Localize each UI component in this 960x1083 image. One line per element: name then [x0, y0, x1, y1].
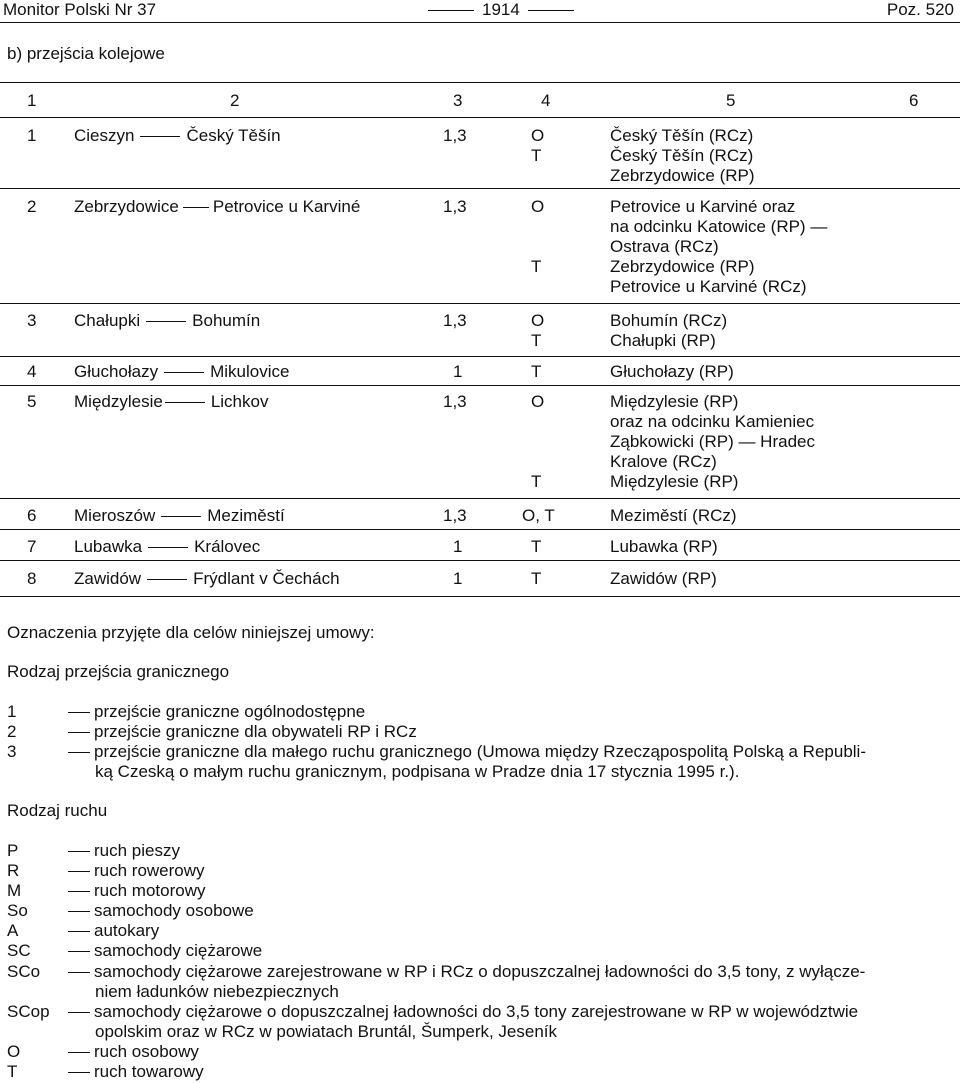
cell-line: T	[531, 569, 542, 588]
legend-description	[68, 962, 865, 982]
row-rule	[0, 303, 960, 304]
table-bottom-rule	[0, 596, 960, 597]
cell-line: Český Těšín (RCz)	[610, 146, 754, 165]
dash	[68, 871, 90, 872]
column-number: 4	[541, 91, 551, 110]
legend-code: M	[7, 881, 22, 900]
legend-text: samochody ciężarowe o dopuszczalnej ładowności do 3,5 tony zarejestrowane w RP w województwie	[94, 1002, 859, 1021]
cell-line: Český Těšín (RCz)	[610, 126, 754, 145]
dash	[68, 931, 90, 932]
cell-line: Międzylesie (RP)	[610, 392, 739, 411]
publication-title: Monitor Polski Nr 37	[3, 0, 157, 19]
cell-line: Zebrzydowice (RP)	[610, 166, 755, 185]
cell-line: T	[531, 146, 542, 165]
cell-line: O	[531, 126, 545, 145]
dash	[165, 402, 205, 403]
cell-line: Kralove (RCz)	[610, 452, 717, 471]
legend-code: O	[7, 1042, 21, 1061]
row-number: 3	[27, 311, 37, 330]
legend-text: ruch motorowy	[94, 881, 206, 900]
place-of-check	[610, 362, 734, 382]
dash	[147, 579, 187, 580]
legend-text: przejście graniczne ogólnodostępne	[94, 702, 366, 721]
row-number: 1	[27, 126, 37, 145]
position-number: Poz. 520	[886, 0, 954, 19]
legend-text: autokary	[94, 921, 160, 940]
cell-line: Zawidów (RP)	[610, 569, 717, 588]
dash	[68, 732, 90, 733]
dash	[68, 951, 90, 952]
legend-code: R	[7, 861, 20, 880]
traffic-type	[522, 506, 555, 526]
crossing-type: 1,3	[443, 126, 467, 145]
crossing-type: 1,3	[443, 311, 467, 330]
row-rule	[0, 385, 960, 386]
row-number: 7	[27, 537, 37, 556]
legend-code: So	[7, 901, 28, 920]
legend-text: samochody osobowe	[94, 901, 254, 920]
cell-line: Głuchołazy (RP)	[610, 362, 734, 381]
cell-line: O, T	[522, 506, 555, 525]
cell-line: Lubawka (RP)	[610, 537, 718, 556]
dash	[68, 891, 90, 892]
crossing-name: Lubawka Královec	[74, 537, 261, 556]
row-number: 8	[27, 569, 37, 588]
crossing-type: 1,3	[443, 197, 467, 216]
dash	[68, 712, 90, 713]
cell-line: T	[531, 537, 542, 556]
crossing-name: Zawidów Frýdlant v Čechách	[74, 569, 340, 588]
legend-text: ruch towarowy	[94, 1062, 204, 1081]
legend-description	[68, 742, 866, 762]
legend-description-continued: niem ładunków niebezpiecznych	[95, 982, 339, 1001]
legend-subtitle: Rodzaj przejścia granicznego	[7, 662, 230, 681]
table-top-rule	[0, 82, 960, 83]
legend-description	[68, 1042, 199, 1062]
row-rule	[0, 498, 960, 499]
place-of-check	[610, 537, 718, 557]
cell-line: Bohumín (RCz)	[610, 311, 728, 330]
dash	[68, 851, 90, 852]
place-of-check	[610, 126, 755, 186]
legend-description	[68, 881, 205, 901]
cell-line	[531, 217, 544, 237]
traffic-type	[531, 126, 544, 186]
crossing-name: Cieszyn Český Těšín	[74, 126, 281, 145]
crossing-type: 1	[453, 362, 463, 381]
column-number: 3	[453, 91, 463, 110]
dash	[161, 516, 201, 517]
traffic-type	[531, 392, 544, 492]
dash-left	[428, 10, 474, 11]
legend-code: A	[7, 921, 19, 940]
cell-line: oraz na odcinku Kamieniec	[610, 412, 815, 431]
legend-code: SC	[7, 941, 31, 960]
crossing-name: Międzylesie Lichkov	[74, 392, 269, 411]
cell-line	[531, 452, 544, 472]
legend-code: 2	[7, 722, 17, 741]
place-of-check	[610, 392, 815, 492]
legend-description	[68, 941, 262, 961]
cell-line: T	[531, 331, 542, 350]
legend-text: samochody ciężarowe	[94, 941, 263, 960]
traffic-type	[531, 362, 541, 382]
page-header	[0, 0, 960, 22]
legend-subtitle: Rodzaj ruchu	[7, 801, 108, 820]
table-header-rule	[0, 117, 960, 118]
column-number: 5	[726, 91, 736, 110]
cell-line: O	[531, 311, 545, 330]
cell-line: Meziměstí (RCz)	[610, 506, 737, 525]
crossing-name: Zebrzydowice Petrovice u Karviné	[74, 197, 361, 216]
cell-line: Petrovice u Karviné (RCz)	[610, 277, 807, 296]
legend-code: T	[7, 1062, 18, 1081]
place-of-check	[610, 506, 737, 526]
row-number: 4	[27, 362, 37, 381]
place-of-check	[610, 569, 717, 589]
dash	[68, 1012, 90, 1013]
crossing-name: Mieroszów Meziměstí	[74, 506, 285, 525]
cell-line: Chałupki (RP)	[610, 331, 716, 350]
row-rule	[0, 529, 960, 530]
legend-description	[68, 702, 365, 722]
crossing-type: 1,3	[443, 392, 467, 411]
crossing-type: 1	[453, 537, 463, 556]
legend-description	[68, 1062, 204, 1082]
dash	[140, 136, 180, 137]
legend-description	[68, 861, 205, 881]
cell-line: O	[531, 392, 545, 411]
legend-text: ruch osobowy	[94, 1042, 199, 1061]
cell-line	[531, 237, 544, 257]
legend-description	[68, 901, 254, 921]
dash	[68, 1072, 90, 1073]
cell-line: T	[531, 362, 542, 381]
crossing-name: Głuchołazy Mikulovice	[74, 362, 290, 381]
crossing-type: 1	[453, 569, 463, 588]
place-of-check	[610, 197, 827, 297]
row-number: 5	[27, 392, 37, 411]
legend-text: ruch rowerowy	[94, 861, 205, 880]
cell-line	[531, 166, 544, 186]
traffic-type	[531, 537, 541, 557]
legend-description	[68, 722, 417, 742]
cell-line: Zebrzydowice (RP)	[610, 257, 755, 276]
cell-line: Ząbkowicki (RP) — Hradec	[610, 432, 815, 451]
legend-description	[68, 841, 180, 861]
dash	[68, 752, 90, 753]
legend-intro: Oznaczenia przyjęte dla celów niniejszej umowy:	[7, 623, 375, 642]
legend-text: przejście graniczne dla małego ruchu granicznego (Umowa między Rzecząpospolitą Polską a Republi-	[94, 742, 866, 761]
cell-line: T	[531, 257, 542, 276]
cell-line: O	[531, 197, 545, 216]
page-number: 1914	[420, 0, 582, 20]
dash	[164, 372, 204, 373]
legend-code: SCo	[7, 962, 41, 981]
cell-line: Petrovice u Karviné oraz	[610, 197, 796, 216]
row-rule	[0, 356, 960, 357]
legend-description	[68, 1002, 858, 1022]
dash	[148, 547, 188, 548]
legend-code: 3	[7, 742, 17, 761]
cell-line: Ostrava (RCz)	[610, 237, 719, 256]
row-rule	[0, 560, 960, 561]
crossing-name: Chałupki Bohumín	[74, 311, 261, 330]
legend-code: 1	[7, 702, 17, 721]
legend-code: SCop	[7, 1002, 50, 1021]
legend-code: P	[7, 841, 19, 860]
row-rule	[0, 188, 960, 189]
traffic-type	[531, 569, 541, 589]
header-rule	[0, 22, 960, 23]
dash	[68, 972, 90, 973]
column-number: 1	[27, 91, 37, 110]
cell-line: na odcinku Katowice (RP) —	[610, 217, 828, 236]
cell-line: Międzylesie (RP)	[610, 472, 739, 491]
cell-line	[531, 412, 544, 432]
legend-text: samochody ciężarowe zarejestrowane w RP i RCz o dopuszczalnej ładowności do 3,5 tony, z wyłącze-	[94, 962, 866, 981]
dash	[183, 207, 209, 208]
dash-right	[528, 10, 574, 11]
legend-description-continued: opolskim oraz w RCz w powiatach Bruntál, Šumperk, Jeseník	[95, 1022, 558, 1041]
crossing-type: 1,3	[443, 506, 467, 525]
column-number: 6	[909, 91, 919, 110]
cell-line	[531, 432, 544, 452]
dash	[146, 321, 186, 322]
row-number: 6	[27, 506, 37, 525]
place-of-check	[610, 311, 727, 351]
traffic-type	[531, 311, 544, 351]
traffic-type	[531, 197, 544, 297]
cell-line: T	[531, 472, 542, 491]
dash	[68, 1052, 90, 1053]
legend-description-continued: ką Czeską o małym ruchu granicznym, podpisana w Pradze dnia 17 stycznia 1995 r.).	[95, 762, 740, 781]
legend-description	[68, 921, 159, 941]
cell-line	[531, 277, 544, 297]
section-title: b) przejścia kolejowe	[7, 44, 165, 63]
row-number: 2	[27, 197, 37, 216]
dash	[68, 911, 90, 912]
column-number: 2	[230, 91, 240, 110]
legend-text: ruch pieszy	[94, 841, 180, 860]
legend-text: przejście graniczne dla obywateli RP i RCz	[94, 722, 417, 741]
